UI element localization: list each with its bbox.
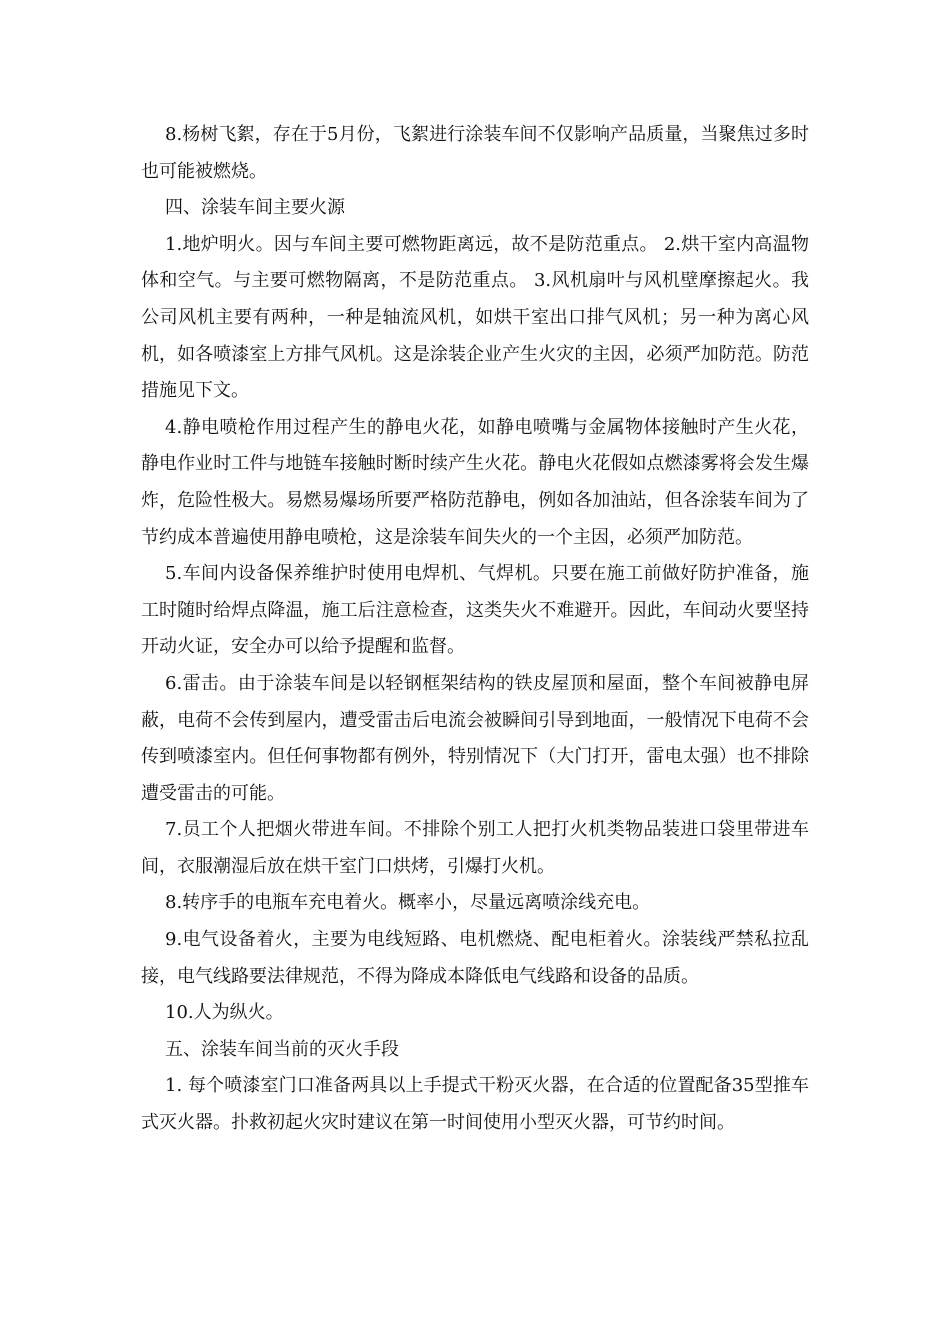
section-heading-fire-sources: 四、涂装车间主要火源 <box>165 197 345 219</box>
paragraph-poplar-catkins: 8.杨树飞絮，存在于5月份，飞絮进行涂装车间不仅影响产品质量，当聚焦过多时也可能被燃烧。 <box>141 124 809 182</box>
paragraph-fire-source-7: 7.员工个人把烟火带进车间。不排除个别工人把打火机类物品装进口袋里带进车间，衣服潮湿后放在烘干室门口烘烤，引爆打火机。 <box>141 819 809 877</box>
paragraph-fire-source-8: 8.转序手的电瓶车充电着火。概率小，尽量远离喷涂线充电。 <box>165 892 651 914</box>
paragraph-fire-source-1-3: 1.地炉明火。因与车间主要可燃物距离远，故不是防范重点。 2.烘干室内高温物体和空气。与主要可燃物隔离，不是防范重点。 3.风机扇叶与风机壁摩擦起火。我公司风机主要有两种，一种是轴流风机，如烘干室出口排气风机；另一种为离心风机，如各喷漆室上方排气风机。这是涂装企业产生火灾的主因，必须严加防范。防范措施见下文。 <box>141 233 809 402</box>
document-body <box>141 117 809 1142</box>
paragraph-fire-source-5: 5.车间内设备保养维护时使用电焊机、气焊机。只要在施工前做好防护准备，施工时随时给焊点降温，施工后注意检查，这类失火不难避开。因此，车间动火要坚持开动火证，安全办可以给予提醒和监督。 <box>141 563 809 658</box>
section-heading-extinguishing: 五、涂装车间当前的灭火手段 <box>165 1038 399 1060</box>
paragraph-fire-source-10: 10.人为纵火。 <box>165 1002 284 1024</box>
paragraph-fire-source-9: 9.电气设备着火，主要为电线短路、电机燃烧、配电柜着火。涂装线严禁私拉乱接，电气线路要法律规范，不得为降成本降低电气线路和设备的品质。 <box>141 929 809 987</box>
paragraph-fire-source-6: 6.雷击。由于涂装车间是以轻钢框架结构的铁皮屋顶和屋面，整个车间被静电屏蔽，电荷不会传到屋内，遭受雷击后电流会被瞬间引导到地面，一般情况下电荷不会传到喷漆室内。但任何事物都有例外，特别情况下（大门打开，雷电太强）也不排除遭受雷击的可能。 <box>141 672 809 804</box>
paragraph-fire-source-4: 4.静电喷枪作用过程产生的静电火花，如静电喷嘴与金属物体接触时产生火花，静电作业时工件与地链车接触时断时续产生火花。静电火花假如点燃漆雾将会发生爆炸，危险性极大。易燃易爆场所要严格防范静电，例如各加油站，但各涂装车间为了节约成本普遍使用静电喷枪，这是涂装车间失火的一个主因，必须严加防范。 <box>141 416 809 548</box>
paragraph-extinguishing-1: 1. 每个喷漆室门口准备两具以上手提式干粉灭火器，在合适的位置配备35型推车式灭火器。扑救初起火灾时建议在第一时间使用小型灭火器，可节约时间。 <box>141 1075 809 1134</box>
